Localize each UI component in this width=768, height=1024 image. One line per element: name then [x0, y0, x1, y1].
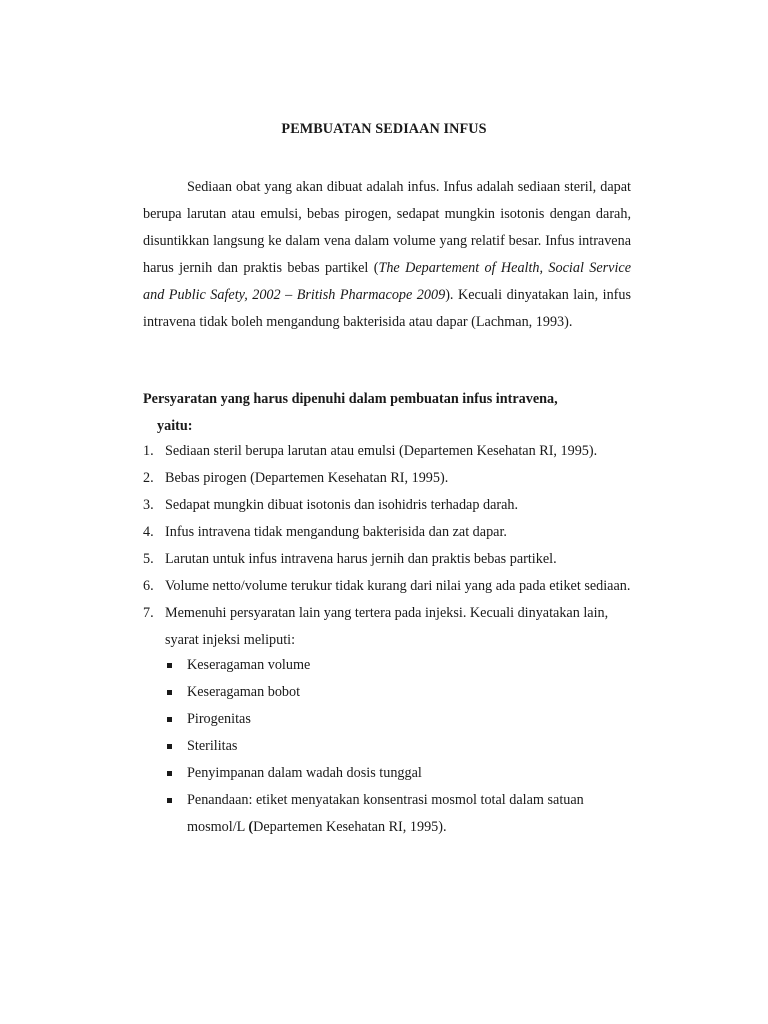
unit-text: mosmol/L: [187, 819, 249, 835]
sublist-item: [165, 706, 635, 733]
bold-parenthesis: (: [248, 819, 254, 835]
list-item-number: 7.: [143, 605, 154, 621]
citation-text: Departemen Kesehatan RI, 1995).: [253, 819, 447, 835]
list-item-text: Bebas pirogen (Departemen Kesehatan RI, 1995).: [165, 470, 449, 486]
list-item-number: 3.: [143, 497, 154, 513]
sublist-item: [165, 760, 635, 787]
sublist-item-text: Pirogenitas: [187, 711, 251, 727]
paragraph-citation-italic: The Departement of Health, Social Service and Public Safety, 2002 – British Pharmacope 2009: [143, 260, 631, 303]
sublist-item-text: Sterilitas: [187, 738, 238, 754]
sublist-item-continuation: [187, 814, 635, 841]
list-item-text: Volume netto/volume terukur tidak kurang dari nilai yang ada pada etiket sediaan.: [165, 578, 631, 594]
paragraph-text-2: ). Kecuali dinyatakan lain, infus intravena tidak boleh mengandung bakterisida atau dapar (Lachman, 1993).: [143, 287, 631, 330]
sublist-item: [165, 652, 635, 679]
sublist-item-text: Penyimpanan dalam wadah dosis tunggal: [187, 765, 422, 781]
square-bullet-icon: [167, 771, 172, 776]
sublist-item: [165, 733, 635, 760]
list-item: [143, 600, 663, 654]
requirements-list: [143, 438, 663, 654]
section-heading-line1: Persyaratan yang harus dipenuhi dalam pembuatan infus intravena,: [143, 391, 558, 407]
section-heading-line2: yaitu:: [157, 418, 193, 434]
square-bullet-icon: [167, 798, 172, 803]
paragraph-text-1: Sediaan obat yang akan dibuat adalah infus. Infus adalah sediaan steril, dapat berupa larutan atau emulsi, bebas pirogen, sedapat mungkin isotonis dengan darah, disuntikkan langsung ke dalam vena dalam volume yang relatif besar. Infus intravena harus jernih dan praktis bebas partikel (: [143, 179, 631, 276]
page-title: PEMBUATAN SEDIAAN INFUS: [281, 121, 487, 137]
list-item-number: 5.: [143, 551, 154, 567]
list-item-number: 1.: [143, 443, 154, 459]
sublist-item: [165, 679, 635, 706]
list-item: [143, 465, 663, 492]
list-item-number: 2.: [143, 470, 154, 486]
list-item-text: Infus intravena tidak mengandung bakterisida dan zat dapar.: [165, 524, 507, 540]
list-item-text: Sedapat mungkin dibuat isotonis dan isohidris terhadap darah.: [165, 497, 519, 513]
section-heading: [143, 386, 643, 440]
square-bullet-icon: [167, 690, 172, 695]
injection-requirements-sublist: [165, 652, 635, 841]
intro-paragraph: [143, 174, 631, 336]
square-bullet-icon: [167, 717, 172, 722]
sublist-item-text: Keseragaman volume: [187, 657, 311, 673]
sublist-item-text: Keseragaman bobot: [187, 684, 301, 700]
sublist-item: [165, 787, 635, 841]
square-bullet-icon: [167, 744, 172, 749]
list-item-text: Sediaan steril berupa larutan atau emulsi (Departemen Kesehatan RI, 1995).: [165, 443, 598, 459]
list-item: [143, 438, 663, 465]
list-item-text: Memenuhi persyaratan lain yang tertera pada injeksi. Kecuali dinyatakan lain,: [165, 605, 609, 621]
list-item: [143, 573, 663, 600]
sublist-item-text: Penandaan: etiket menyatakan konsentrasi mosmol total dalam satuan: [187, 792, 584, 808]
list-item: [143, 519, 663, 546]
list-item: [143, 546, 663, 573]
list-item: [143, 492, 663, 519]
list-item-text: Larutan untuk infus intravena harus jernih dan praktis bebas partikel.: [165, 551, 557, 567]
list-item-continuation: syarat injeksi meliputi:: [165, 632, 296, 648]
list-item-number: 6.: [143, 578, 154, 594]
list-item-number: 4.: [143, 524, 154, 540]
square-bullet-icon: [167, 663, 172, 668]
